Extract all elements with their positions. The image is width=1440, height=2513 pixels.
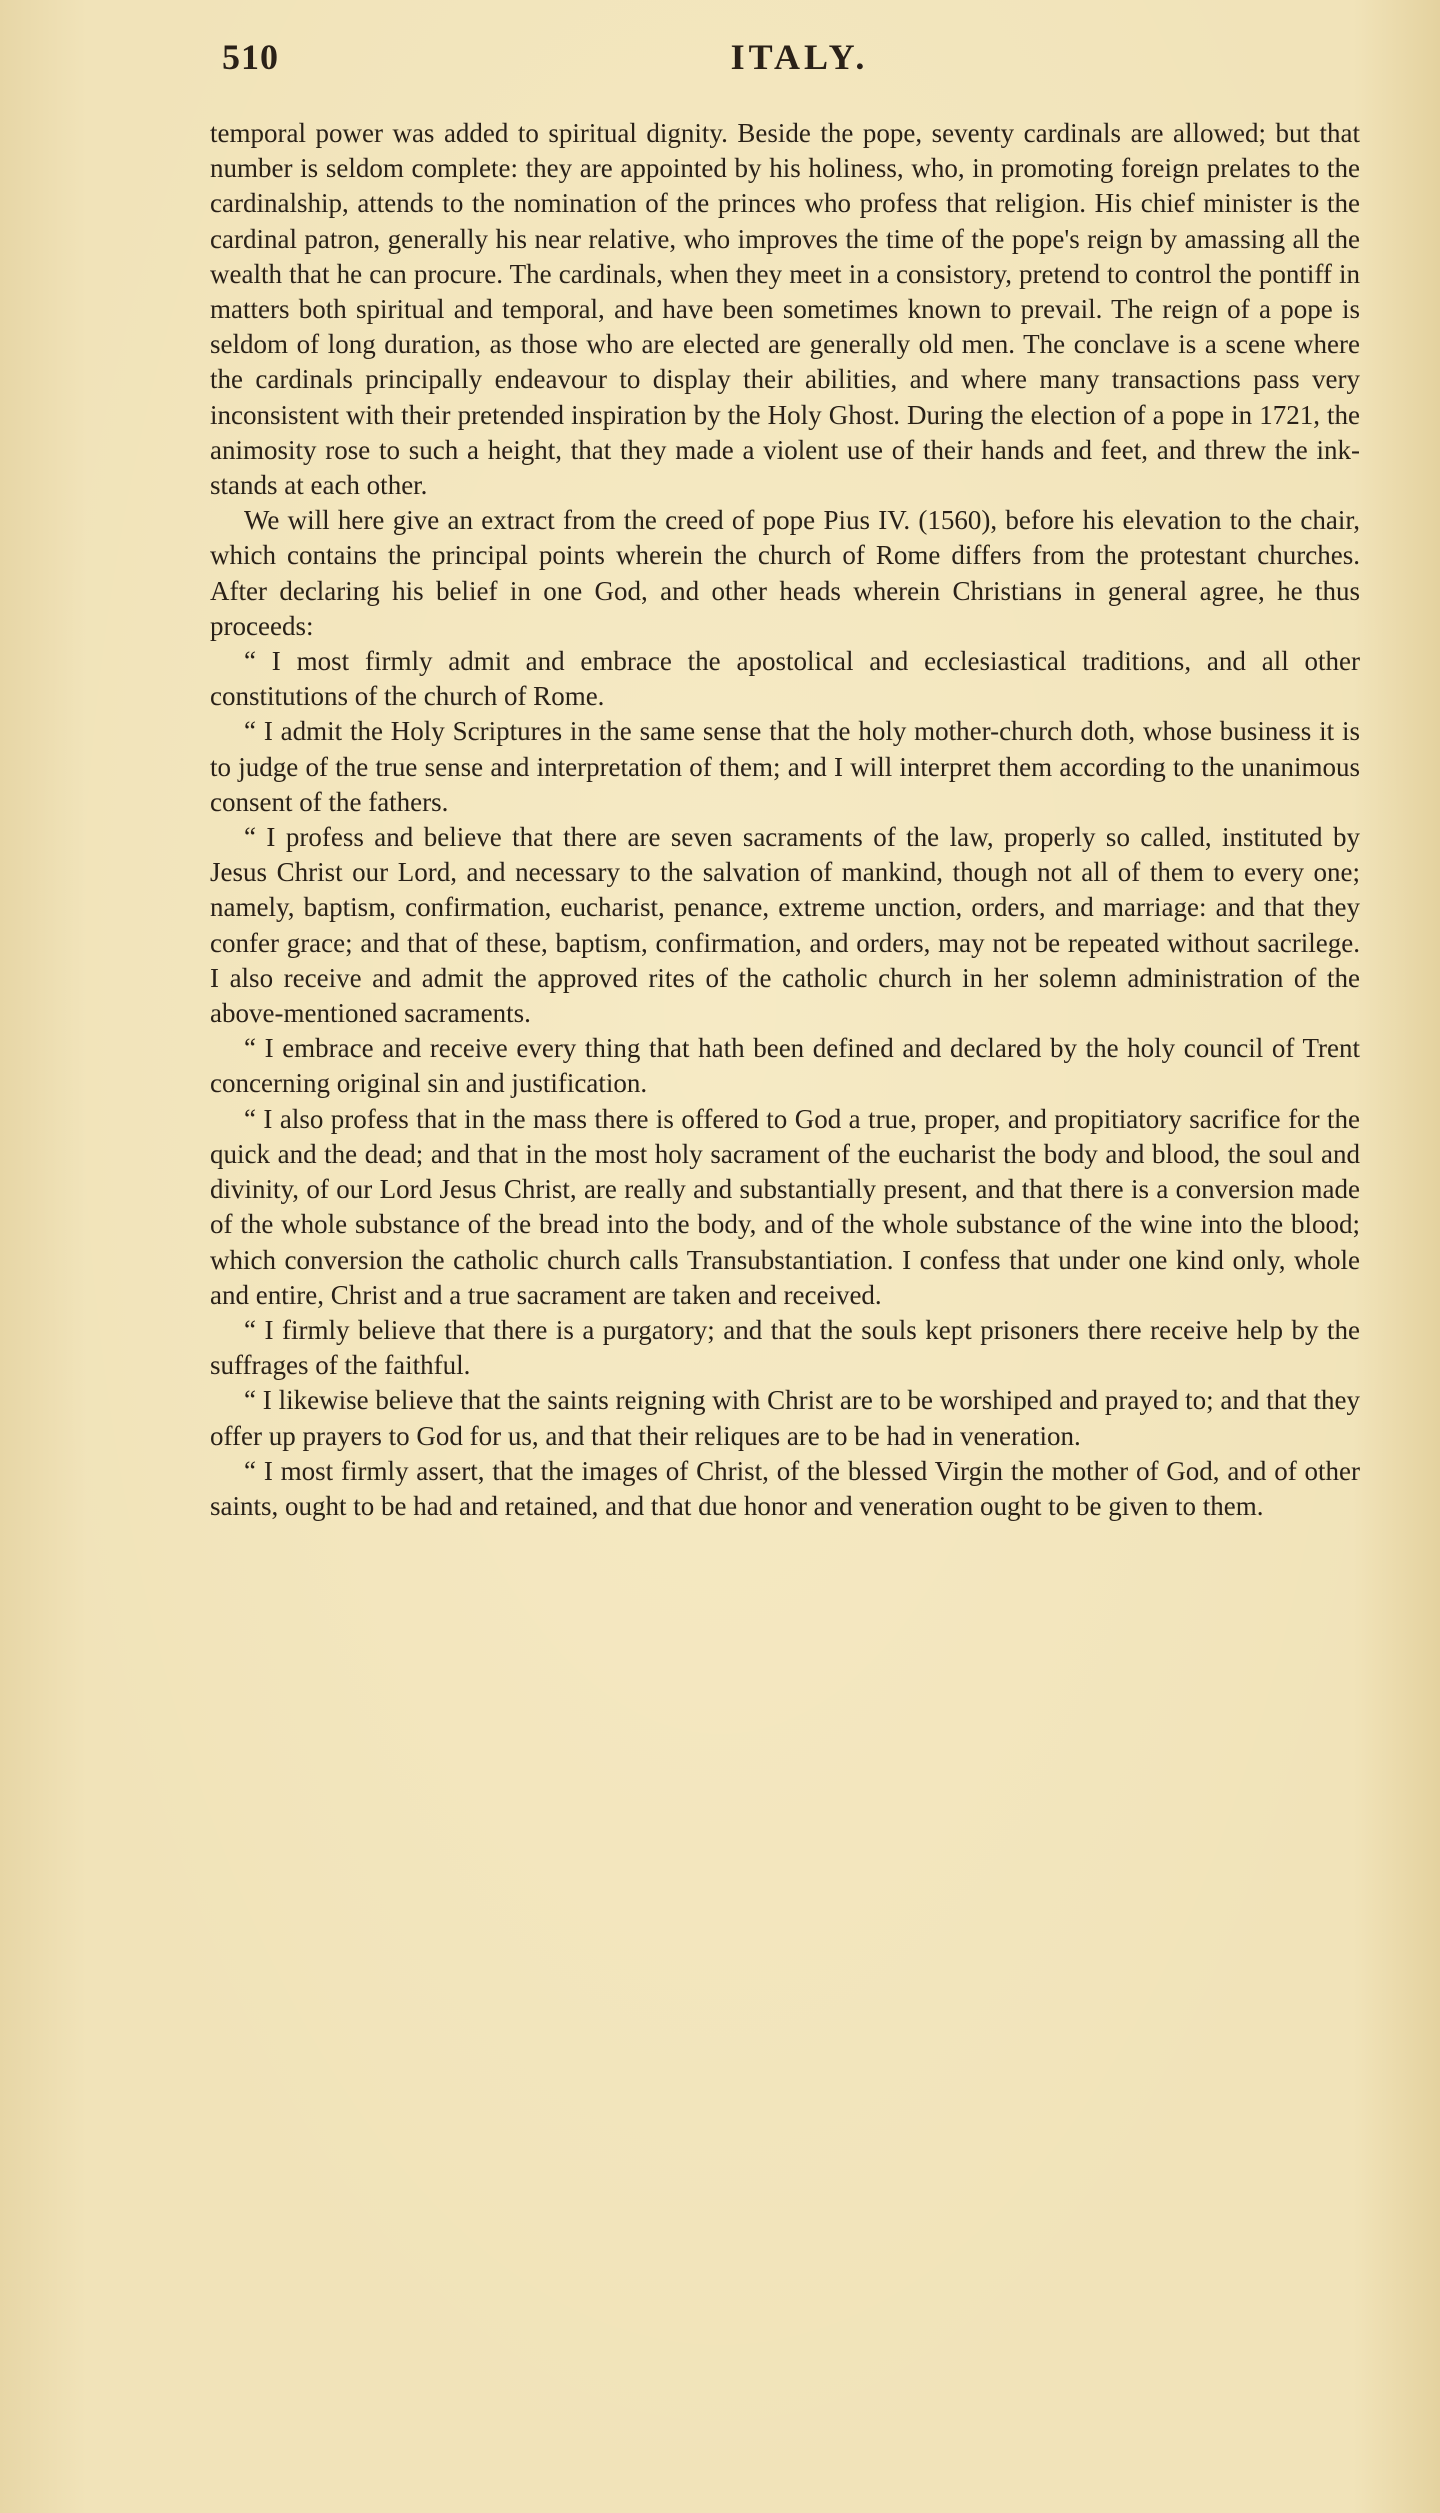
paragraph-sacraments: “ I profess and believe that there are seven sacraments of the law, properly so called, instituted by Jesus Christ our Lord, and necessary to the salvation of mankind, though not all of them to every one; namely, baptism, confirmation, eucharist, penance, extreme unction, orders, and marriage: and that they confer grace; and that of these, baptism, confirmation, and orders, may not be repeated without sacrilege. I also receive and admit the approved rites of the catholic church in her solemn administration of the above-mentioned sacraments. [210,822,1360,1029]
paragraph-purgatory: “ I firmly believe that there is a purgatory; and that the souls kept prisoners there receive help by the suffrages of the faithful. [210,1314,1360,1381]
paragraph-images: “ I most firmly assert, that the images of Christ, of the blessed Virgin the mother of God, and of other saints, ought to be had and retained, and that due honor and veneration ought to be given to them. [210,1455,1360,1521]
paragraph-cardinals: temporal power was added to spiritual dignity. Beside the pope, seventy cardinals are allowed; but that number is seldom complete: they are appointed by his holiness, who, in promoting foreign prelates to the cardinalship, attends to the nomination of the princes who profess that religion. His chief minister is the cardinal patron, generally his near relative, who improves the time of the pope's reign by amassing all the wealth that he can procure. The cardinals, when they meet in a consistory, pretend to control the pontiff in matters both spiritual and temporal, and have been sometimes known to prevail. The reign of a pope is seldom of long duration, as those who are elected are generally old men. The conclave is a scene where the cardinals principally endeavour to display their abilities, and where many transactions pass very inconsistent with their pretended inspiration by the Holy Ghost. During the election of a pope in 1721, the animosity rose to such a height, that they made a violent use of their hands and feet, and threw the ink-stands at each other. [210,118,1360,501]
body-text [210,116,1360,1524]
page-header [222,36,1377,96]
paragraph-council-of-trent: “ I embrace and receive every thing that hath been defined and declared by the holy council of Trent concerning original sin and justification. [210,1033,1360,1099]
paragraph-scriptures: “ I admit the Holy Scriptures in the same sense that the holy mother-church doth, whose business it is to judge of the true sense and interpretation of them; and I will interpret them according to the unanimous consent of the fathers. [210,716,1360,817]
paragraph-saints: “ I likewise believe that the saints reigning with Christ are to be worshiped and prayed to; and that they offer up prayers to God for us, and that their reliques are to be had in veneration. [210,1385,1360,1451]
paragraph-creed-intro: We will here give an extract from the creed of pope Pius IV. (1560), before his elevation to the chair, which contains the principal points wherein the church of Rome differs from the protestant churches. After declaring his belief in one God, and other heads wherein Christians in general agree, he thus proceeds: [210,505,1360,641]
running-title: ITALY. [730,37,869,77]
page-number: 510 [222,37,279,77]
paragraph-traditions: “ I most firmly admit and embrace the apostolical and ecclesiastical traditions, and all other constitutions of the church of Rome. [210,646,1360,712]
paragraph-mass: “ I also profess that in the mass there is offered to God a true, proper, and propitiatory sacrifice for the quick and the dead; and that in the most holy sacrament of the eucharist the body and blood, the soul and divinity, of our Lord Jesus Christ, are really and substantially present, and that there is a conversion made of the whole substance of the bread into the body, and of the whole substance of the wine into the blood; which conversion the catholic church calls Transubstantiation. I confess that under one kind only, whole and entire, Christ and a true sacrament are taken and received. [210,1103,1360,1310]
